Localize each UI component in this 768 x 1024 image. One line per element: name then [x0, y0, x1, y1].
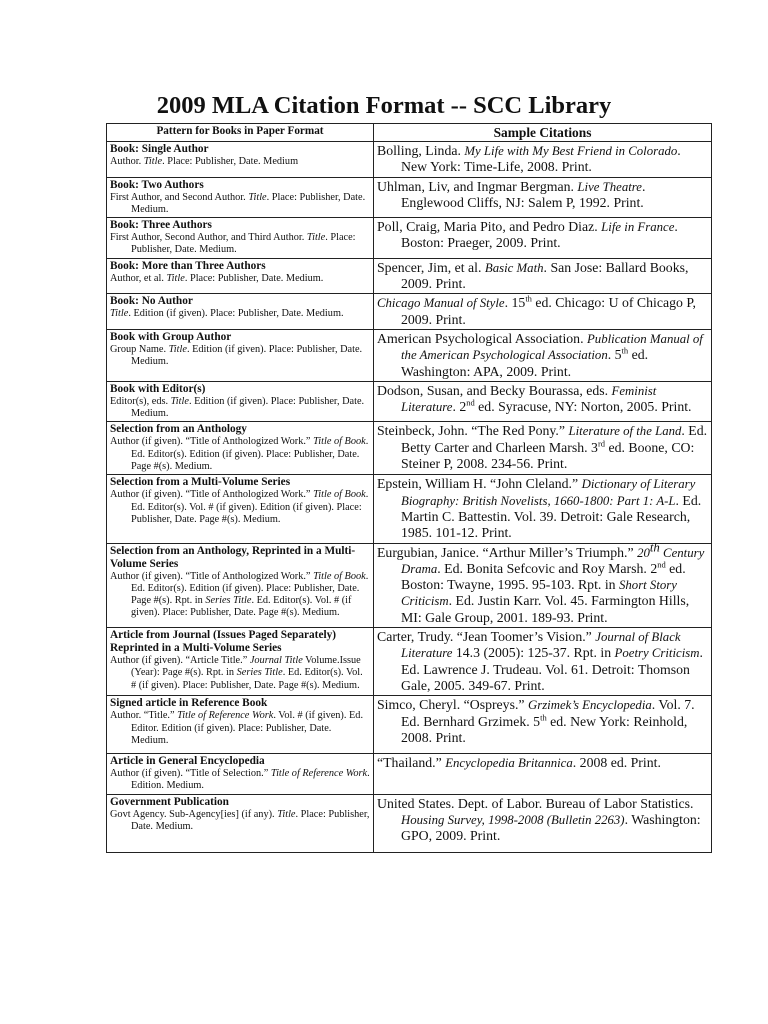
citation-pattern	[110, 655, 370, 692]
pattern-cell	[107, 475, 374, 543]
pattern-text-run: Title of Reference Work	[177, 710, 274, 722]
pattern-text-run: First Author, and Second Author.	[110, 191, 249, 203]
sample-text-run: Eurgubian, Janice. “Arthur Miller’s Triumph.”	[377, 544, 638, 560]
citation-type-label: Book: No Author	[110, 295, 193, 308]
pattern-text-run: . Edition (if given). Place: Publisher, Date. Medium.	[131, 343, 363, 368]
citation-pattern	[110, 308, 370, 320]
citation-type-label: Book: Single Author	[110, 143, 209, 155]
pattern-text-run: . Ed. Editor(s). Vol. # (if given). Place: Publisher, Date. Page #(s). Medium.	[131, 667, 363, 691]
sample-citation	[377, 755, 708, 771]
table-row	[107, 177, 712, 218]
pattern-text-run: . Place: Publisher, Date. Medium.	[131, 191, 366, 215]
citation-type-label: Book: More than Three Authors	[110, 259, 266, 272]
sample-text-run: th	[525, 293, 532, 304]
sample-citation	[377, 476, 708, 541]
pattern-cell	[107, 218, 374, 259]
sample-cell	[374, 539, 712, 627]
sample-text-run: Housing Survey, 1998-2008 (Bulletin 2263)	[401, 812, 625, 827]
pattern-text-run: Title	[110, 308, 129, 320]
pattern-text-run: Title of Book	[313, 489, 366, 501]
sample-cell	[374, 294, 712, 330]
sample-text-run: Grzimek’s Encyclopedia	[527, 698, 652, 713]
citation-table	[106, 123, 712, 853]
sample-text-run: rd	[597, 438, 606, 449]
pattern-text-run: Author, et al.	[110, 272, 167, 284]
citation-type-label: Article from Journal (Issues Paged Separately) Reprinted in a Multi-Volume Series	[110, 629, 337, 655]
sample-cell	[374, 696, 712, 754]
pattern-text-run: . Place: Publisher, Date. Medium.	[131, 808, 370, 832]
pattern-cell	[107, 794, 374, 852]
sample-cell	[374, 218, 712, 259]
sample-citation	[377, 295, 708, 328]
citation-type-label: Signed article in Reference Book	[110, 697, 268, 710]
sample-cell	[374, 142, 712, 178]
sample-citation	[377, 143, 708, 176]
sample-text-run: Dodson, Susan, and Becky Bourassa, eds.	[377, 382, 612, 398]
sample-text-run: 20	[637, 545, 650, 560]
table-row	[107, 696, 712, 754]
pattern-text-run: Title	[277, 808, 296, 820]
pattern-cell	[107, 628, 374, 696]
sample-text-run: . 15	[504, 295, 526, 311]
sample-text-run: . San Jose: Ballard Books, 2009. Print.	[401, 259, 689, 292]
sample-text-run: nd	[466, 397, 475, 408]
sample-text-run: th	[649, 539, 660, 554]
citation-type-label: Book with Editor(s)	[110, 382, 206, 395]
pattern-text-run: Title	[306, 232, 326, 244]
sample-text-run: American Psychological Association.	[377, 330, 587, 346]
citation-pattern	[110, 710, 370, 747]
pattern-cell	[107, 543, 374, 627]
citation-pattern	[110, 273, 370, 285]
sample-cell	[374, 422, 712, 475]
sample-text-run: . Ed. Betty Carter and Charleen Marsh. 3	[401, 423, 708, 455]
citation-type-label: Book: Three Authors	[110, 219, 212, 232]
pattern-text-run: Volume.Issue (Year): Page #(s). Rpt. in	[131, 655, 361, 679]
sample-text-run: Uhlman, Liv, and Ingmar Bergman.	[377, 178, 578, 194]
pattern-text-run: . Edition (if given). Place: Publisher, Date. Medium.	[131, 395, 365, 420]
sample-text-run: My Life with My Best Friend in Colorado	[464, 144, 678, 158]
table-row	[107, 754, 712, 795]
citation-type-label: Book: Two Authors	[110, 178, 204, 191]
pattern-text-run: Title	[168, 343, 187, 355]
citation-type-label: Government Publication	[110, 795, 229, 808]
sample-text-run: ed. Syracuse, NY: Norton, 2005. Print.	[474, 399, 692, 415]
sample-text-run: . Vol. 7. Ed. Bernhard Grzimek. 5	[401, 697, 695, 729]
citation-type-label: Article in General Encyclopedia	[110, 755, 265, 768]
sample-text-run: Bolling, Linda.	[377, 143, 465, 158]
pattern-text-run: Author (if given). “Title of Selection.”	[110, 768, 271, 780]
table-row	[107, 381, 712, 422]
document-title: 2009 MLA Citation Format -- SCC Library	[156, 92, 612, 119]
pattern-text-run: Author. “Title.”	[110, 710, 178, 722]
pattern-text-run: Title	[166, 272, 185, 284]
cell-spacer	[377, 746, 708, 752]
sample-text-run: Basic Math	[484, 260, 544, 275]
citation-pattern	[110, 768, 370, 793]
sample-text-run: . 2	[452, 399, 467, 415]
sample-citation	[377, 539, 708, 626]
citation-pattern	[110, 156, 370, 168]
pattern-cell	[107, 258, 374, 294]
sample-cell	[374, 628, 712, 696]
sample-cell	[374, 177, 712, 218]
sample-text-run: Poetry Criticism	[614, 646, 700, 661]
sample-text-run: . Ed. Martin C. Battestin. Vol. 39. Detroit: Gale Research, 1985. 101-12. Print.	[401, 492, 702, 541]
pattern-text-run: . Place: Publisher, Date. Medium	[162, 156, 299, 167]
sample-text-run: . Ed. Lawrence J. Trudeau. Vol. 61. Detroit: Thomson Gale, 2005. 349-67. Print.	[401, 645, 703, 693]
table-row	[107, 142, 712, 178]
citation-rows	[107, 142, 712, 853]
sample-text-run: Live Theatre	[577, 179, 642, 194]
sample-text-run: . Englewood Cliffs, NJ: Salem P, 1992. Print.	[401, 178, 646, 210]
citation-type-label: Selection from an Anthology	[110, 423, 247, 436]
citation-pattern	[110, 436, 370, 473]
pattern-text-run: Title	[143, 156, 163, 167]
pattern-text-run: . Ed. Editor(s). Edition (if given). Place: Publisher, Date. Page #(s). Rpt. in	[131, 570, 369, 607]
sample-text-run: nd	[657, 559, 666, 570]
sample-text-run: . 2008 ed. Print.	[572, 755, 661, 771]
table-row	[107, 218, 712, 259]
header-row	[107, 124, 712, 142]
pattern-text-run: Journal Title	[249, 655, 303, 667]
sample-cell	[374, 258, 712, 294]
cell-spacer	[377, 845, 708, 851]
pattern-cell	[107, 142, 374, 178]
citation-pattern	[110, 571, 370, 620]
sample-cell	[374, 329, 712, 381]
sample-text-run: ed. New York: Reinhold, 2008. Print.	[401, 713, 688, 745]
pattern-text-run: Author (if given). “Article Title.”	[110, 655, 250, 667]
sample-citation	[377, 423, 708, 472]
pattern-cell	[107, 381, 374, 422]
pattern-text-run: Series Title	[236, 667, 283, 679]
citation-pattern	[110, 192, 370, 217]
sample-text-run: . New York: Time-Life, 2008. Print.	[401, 143, 681, 175]
table-row	[107, 422, 712, 475]
sample-citation	[377, 179, 708, 212]
pattern-cell	[107, 696, 374, 754]
pattern-text-run: Title	[248, 191, 267, 203]
sample-text-run: “Thailand.”	[377, 755, 446, 771]
pattern-text-run: Author.	[110, 156, 144, 167]
sample-cell	[374, 794, 712, 852]
table-row	[107, 329, 712, 381]
sample-text-run: . Boston: Praeger, 2009. Print.	[401, 219, 678, 251]
citation-pattern	[110, 396, 370, 421]
pattern-text-run: Title of Book	[313, 570, 366, 582]
sample-citation	[377, 383, 708, 416]
pattern-text-run: . Place: Publisher, Date. Medium.	[131, 232, 356, 256]
sample-text-run: th	[621, 345, 629, 356]
citation-type-label: Book with Group Author	[110, 330, 232, 343]
sample-text-run: . Washington: GPO, 2009. Print.	[401, 811, 701, 844]
table-row	[107, 543, 712, 627]
sample-text-run: Life in France	[601, 220, 675, 235]
sample-cell	[374, 754, 712, 795]
sample-text-run: Epstein, William H. “John Cleland.”	[377, 476, 582, 492]
sample-text-run: Steinbeck, John. “The Red Pony.”	[377, 423, 569, 439]
sample-citation	[377, 260, 708, 293]
sample-text-run: Carter, Trudy. “Jean Toomer’s Vision.”	[377, 629, 596, 645]
sample-text-run: Short Story Criticism	[401, 578, 677, 609]
sample-text-run: ed. Boone, CO: Steiner P, 2008. 234-56. Print.	[401, 439, 695, 472]
sample-text-run: . Ed. Bonita Sefcovic and Roy Marsh. 2	[437, 560, 658, 576]
sample-text-run: Chicago Manual of Style	[377, 296, 505, 311]
sample-text-run: th	[540, 711, 547, 722]
sample-citation	[377, 219, 708, 252]
sample-text-run: Simco, Cheryl. “Ospreys.”	[377, 697, 528, 713]
sample-text-run: Encyclopedia Britannica	[445, 756, 573, 771]
citation-pattern	[110, 809, 370, 834]
sample-text-run: 14.3 (2005): 125-37. Rpt. in	[452, 645, 615, 661]
sample-text-run: Feminist Literature	[401, 383, 657, 415]
sample-text-run: ed. Washington: APA, 2009. Print.	[401, 347, 649, 379]
sample-text-run: Spencer, Jim, et al.	[377, 259, 485, 275]
citation-pattern	[110, 232, 370, 257]
pattern-text-run: Series Title	[205, 595, 252, 607]
sample-text-run: Century Drama	[401, 545, 705, 576]
pattern-text-run: . Place: Publisher, Date. Medium.	[184, 272, 324, 284]
sample-text-run: ed. Boston: Twayne, 1995. 95-103. Rpt. in	[401, 560, 686, 593]
pattern-column-header: Pattern for Books in Paper Format	[107, 124, 374, 142]
table-row	[107, 475, 712, 543]
pattern-text-run: Title	[170, 395, 189, 407]
pattern-text-run: . Ed. Editor(s). Vol. # (if given). Place: Publisher, Date. Page #(s). Medium.	[131, 595, 352, 619]
sample-text-run: Poll, Craig, Maria Pito, and Pedro Diaz.	[377, 219, 602, 235]
citation-pattern	[110, 489, 370, 526]
sample-text-run: United States. Dept. of Labor. Bureau of Labor Statistics.	[377, 795, 694, 811]
pattern-text-run: . Vol. # (if given). Ed. Editor. Edition (if given). Place: Publisher, Date. Medium.	[131, 710, 364, 746]
sample-text-run: ed. Chicago: U of Chicago P, 2009. Print.	[401, 295, 696, 327]
sample-column-header: Sample Citations	[374, 124, 712, 142]
sample-cell	[374, 475, 712, 543]
pattern-text-run: . Ed. Editor(s). Vol. # (if given). Edition (if given). Place: Publisher, Date. Page #(s). Medium.	[131, 489, 369, 525]
sample-text-run: Dictionary of Literary Biography: British Novelists, 1660-1800: Part 1: A-L	[401, 477, 696, 508]
pattern-text-run: . Edition. Medium.	[131, 768, 370, 792]
pattern-text-run: Author (if given). “Title of Anthologized Work.”	[110, 489, 314, 501]
pattern-text-run: . Ed. Editor(s). Edition (if given). Place: Publisher, Date. Page #(s). Medium.	[131, 436, 369, 473]
sample-text-run: . Ed. Justin Karr. Vol. 45. Farmington Hills, MI: Gale Group, 2001. 189-93. Print.	[401, 593, 690, 625]
pattern-text-run: Group Name.	[110, 343, 169, 355]
pattern-cell	[107, 294, 374, 330]
pattern-cell	[107, 754, 374, 795]
pattern-text-run: Title of Reference Work	[270, 768, 368, 780]
pattern-cell	[107, 329, 374, 381]
pattern-text-run: Author (if given). “Title of Anthologized Work.”	[110, 570, 314, 582]
pattern-cell	[107, 177, 374, 218]
pattern-text-run: First Author, Second Author, and Third Author.	[110, 232, 307, 244]
sample-citation	[377, 796, 708, 845]
pattern-text-run: Title of Book	[313, 436, 366, 448]
pattern-text-run: Author (if given). “Title of Anthologized Work.”	[110, 436, 314, 448]
sample-citation	[377, 331, 708, 380]
table-row	[107, 628, 712, 696]
citation-type-label: Selection from an Anthology, Reprinted in a Multi-Volume Series	[110, 544, 356, 570]
sample-text-run: . 5	[607, 347, 622, 363]
sample-citation	[377, 697, 708, 746]
pattern-text-run: Govt Agency. Sub-Agency[ies] (if any).	[110, 808, 278, 820]
citation-pattern	[110, 344, 370, 369]
sample-cell	[374, 381, 712, 422]
pattern-text-run: . Edition (if given). Place: Publisher, Date. Medium.	[128, 308, 344, 320]
pattern-cell	[107, 422, 374, 475]
sample-text-run: Literature of the Land	[568, 424, 682, 439]
table-row	[107, 258, 712, 294]
citation-type-label: Selection from a Multi-Volume Series	[110, 476, 291, 489]
pattern-text-run: Editor(s), eds.	[110, 395, 171, 407]
sample-text-run: Publication Manual of the American Psychological Association	[401, 331, 703, 363]
table-row	[107, 294, 712, 330]
table-row	[107, 794, 712, 852]
sample-citation	[377, 629, 708, 694]
sample-text-run: Journal of Black Literature	[401, 630, 681, 661]
